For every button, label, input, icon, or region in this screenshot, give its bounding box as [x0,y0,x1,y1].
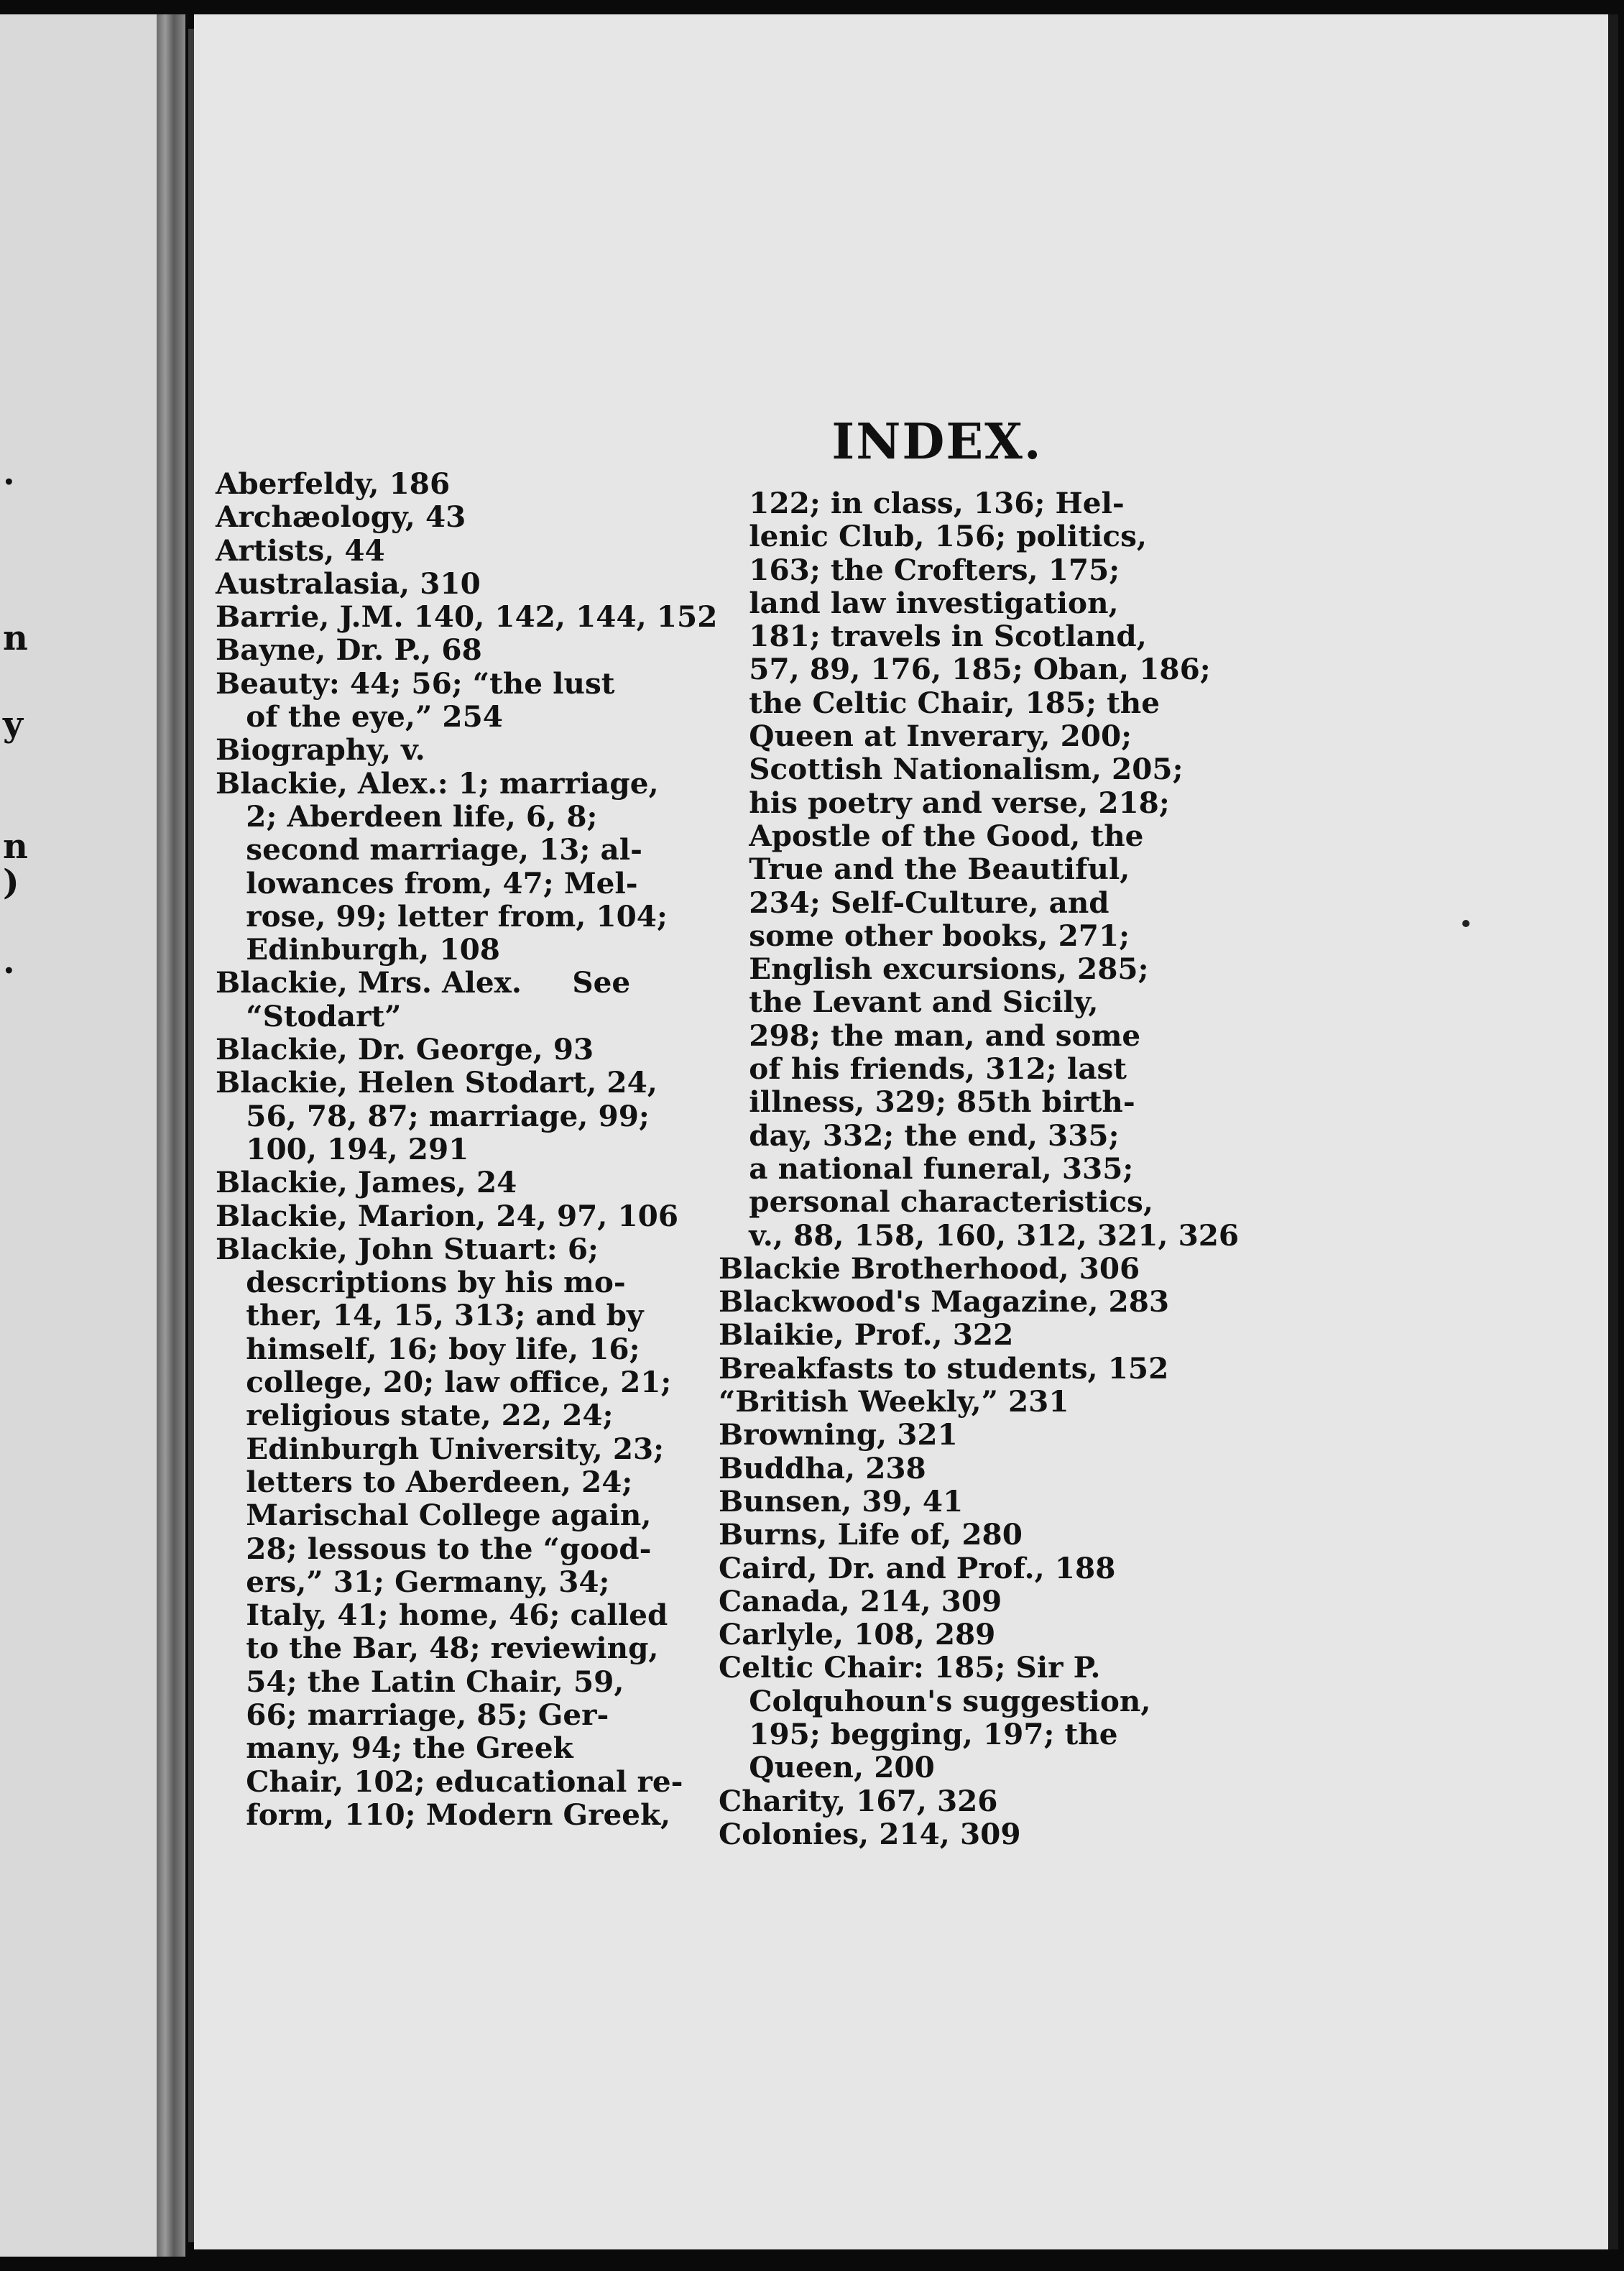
index-entry-line: Beauty: 44; 56; “the lust [216,665,615,701]
index-entry-line: Australasia, 310 [216,566,481,601]
index-entry-line: Chair, 102; educational re- [216,1764,683,1799]
index-entry-line: 234; Self-Culture, and [719,885,1109,920]
index-entry-line: of his friends, 312; last [719,1051,1127,1087]
index-entry-line: some other books, 271; [719,918,1130,953]
index-entry-line: “British Weekly,” 231 [719,1384,1069,1419]
index-entry-line: Apostle of the Good, the [719,818,1144,853]
index-entry-line: 298; the man, and some [719,1018,1141,1053]
index-entry-line: Burns, Life of, 280 [719,1517,1023,1552]
index-entry-line: Blackie, Dr. George, 93 [216,1032,594,1067]
ink-speck [1462,920,1470,927]
index-entry-line: to the Bar, 48; reviewing, [216,1631,659,1666]
index-entry-line: college, 20; law office, 21; [216,1365,672,1400]
index-entry-line: Archæology, 43 [216,499,466,535]
index-entry-line: Colonies, 214, 309 [719,1816,1021,1851]
index-entry-line: 100, 194, 291 [216,1131,469,1166]
index-entry-line: Bunsen, 39, 41 [719,1483,964,1519]
index-entry-line: “Stodart” [216,998,402,1033]
index-entry-line: Aberfeldy, 186 [216,466,451,501]
index-entry-line: Edinburgh, 108 [216,932,500,967]
index-entry-line: Blackwood's Magazine, 283 [719,1284,1170,1319]
index-entry-line: Scottish Nationalism, 205; [719,752,1184,787]
binding-shadow [188,29,194,2242]
left-page-fragment: n [3,826,28,867]
index-entry-line: letters to Aberdeen, 24; [216,1464,633,1499]
index-entry-line: many, 94; the Greek [216,1731,573,1766]
index-entry-line: Blackie, John Stuart: 6; [216,1231,599,1266]
index-entry-line: Queen at Inverary, 200; [719,719,1132,754]
index-entry-line: 56, 78, 87; marriage, 99; [216,1098,650,1133]
index-entry-line: Marischal College again, [216,1498,652,1533]
index-entry-line: a national funeral, 335; [719,1151,1134,1186]
index-entry-line: form, 110; Modern Greek, [216,1797,671,1832]
index-entry-line: day, 332; the end, 335; [719,1118,1120,1153]
index-entry-line: 66; marriage, 85; Ger- [216,1697,609,1732]
index-entry-line: English excursions, 285; [719,952,1149,987]
index-entry-line: Blackie, Mrs. Alex. See [216,965,631,1000]
index-entry-line: land law investigation, [719,585,1119,620]
index-entry-line: Blackie, Helen Stodart, 24, [216,1065,658,1100]
index-entry-line: Edinburgh University, 23; [216,1431,665,1466]
index-entry-line: illness, 329; 85th birth- [719,1084,1135,1120]
index-entry-line: Italy, 41; home, 46; called [216,1598,668,1633]
page-title: INDEX. [831,413,1043,471]
left-page-fragment: n [3,618,28,658]
index-entry-line: Colquhoun's suggestion, [719,1683,1151,1718]
index-entry-line: the Levant and Sicily, [719,985,1099,1020]
left-page-fragment: . [3,941,15,982]
left-page-fragment: . [3,453,15,493]
index-entry-line: True and the Beautiful, [719,852,1130,887]
index-entry-line: 2; Aberdeen life, 6, 8; [216,798,598,834]
index-entry-line: second marriage, 13; al- [216,832,642,867]
index-entry-line: his poetry and verse, 218; [719,785,1170,820]
index-entry-line: rose, 99; letter from, 104; [216,898,668,934]
index-entry-line: lenic Club, 156; politics, [719,519,1147,554]
index-column-right [719,487,1437,1851]
index-entry-line: 195; begging, 197; the [719,1716,1118,1751]
index-entry-line: 54; the Latin Chair, 59, [216,1664,624,1699]
index-entry-line: 181; travels in Scotland, [719,619,1147,654]
index-entry-line: Browning, 321 [719,1417,958,1452]
index-entry-line: Caird, Dr. and Prof., 188 [719,1550,1116,1585]
index-entry-line: Blackie, Marion, 24, 97, 106 [216,1198,679,1233]
index-entry-line: Bayne, Dr. P., 68 [216,632,482,668]
index-entry-line: personal characteristics, [719,1184,1153,1220]
index-entry-line: himself, 16; boy life, 16; [216,1331,640,1366]
index-entry-line: Blackie, Alex.: 1; marriage, [216,765,659,801]
index-entry-line: descriptions by his mo- [216,1265,626,1300]
facing-page-edge [0,14,158,2257]
index-entry-line: of the eye,” 254 [216,699,503,734]
index-entry-line: Canada, 214, 309 [719,1583,1002,1618]
index-entry-line: Biography, v. [216,732,425,768]
index-entry-line: Celtic Chair: 185; Sir P. [719,1650,1101,1685]
left-page-fragment: y [3,704,23,745]
index-entry-line: 28; lessous to the “good- [216,1531,652,1566]
index-entry-line: Artists, 44 [216,533,385,568]
index-entry-line: religious state, 22, 24; [216,1398,614,1433]
index-entry-line: ers,” 31; Germany, 34; [216,1564,610,1599]
index-entry-line: Charity, 167, 326 [719,1783,998,1818]
index-entry-line: Blaikie, Prof., 322 [719,1317,1014,1353]
index-entry-line: 57, 89, 176, 185; Oban, 186; [719,652,1211,687]
index-entry-line: 163; the Crofters, 175; [719,552,1120,587]
left-page-fragment: ) [3,862,19,903]
index-entry-line: Queen, 200 [719,1750,935,1785]
index-entry-line: Blackie Brotherhood, 306 [719,1250,1140,1286]
index-entry-line: Barrie, J.M. 140, 142, 144, 152 [216,599,718,635]
index-entry-line: ther, 14, 15, 313; and by [216,1298,644,1333]
index-entry-line: Breakfasts to students, 152 [719,1350,1169,1386]
book-gutter [157,14,185,2257]
index-entry-line: v., 88, 158, 160, 312, 321, 326 [719,1217,1240,1253]
index-entry-line: Carlyle, 108, 289 [719,1617,996,1652]
index-entry-line: Buddha, 238 [719,1450,926,1485]
index-entry-line: lowances from, 47; Mel- [216,865,638,900]
index-entry-line: the Celtic Chair, 185; the [719,685,1160,720]
index-entry-line: Blackie, James, 24 [216,1165,517,1200]
index-entry-line: 122; in class, 136; Hel- [719,486,1125,520]
